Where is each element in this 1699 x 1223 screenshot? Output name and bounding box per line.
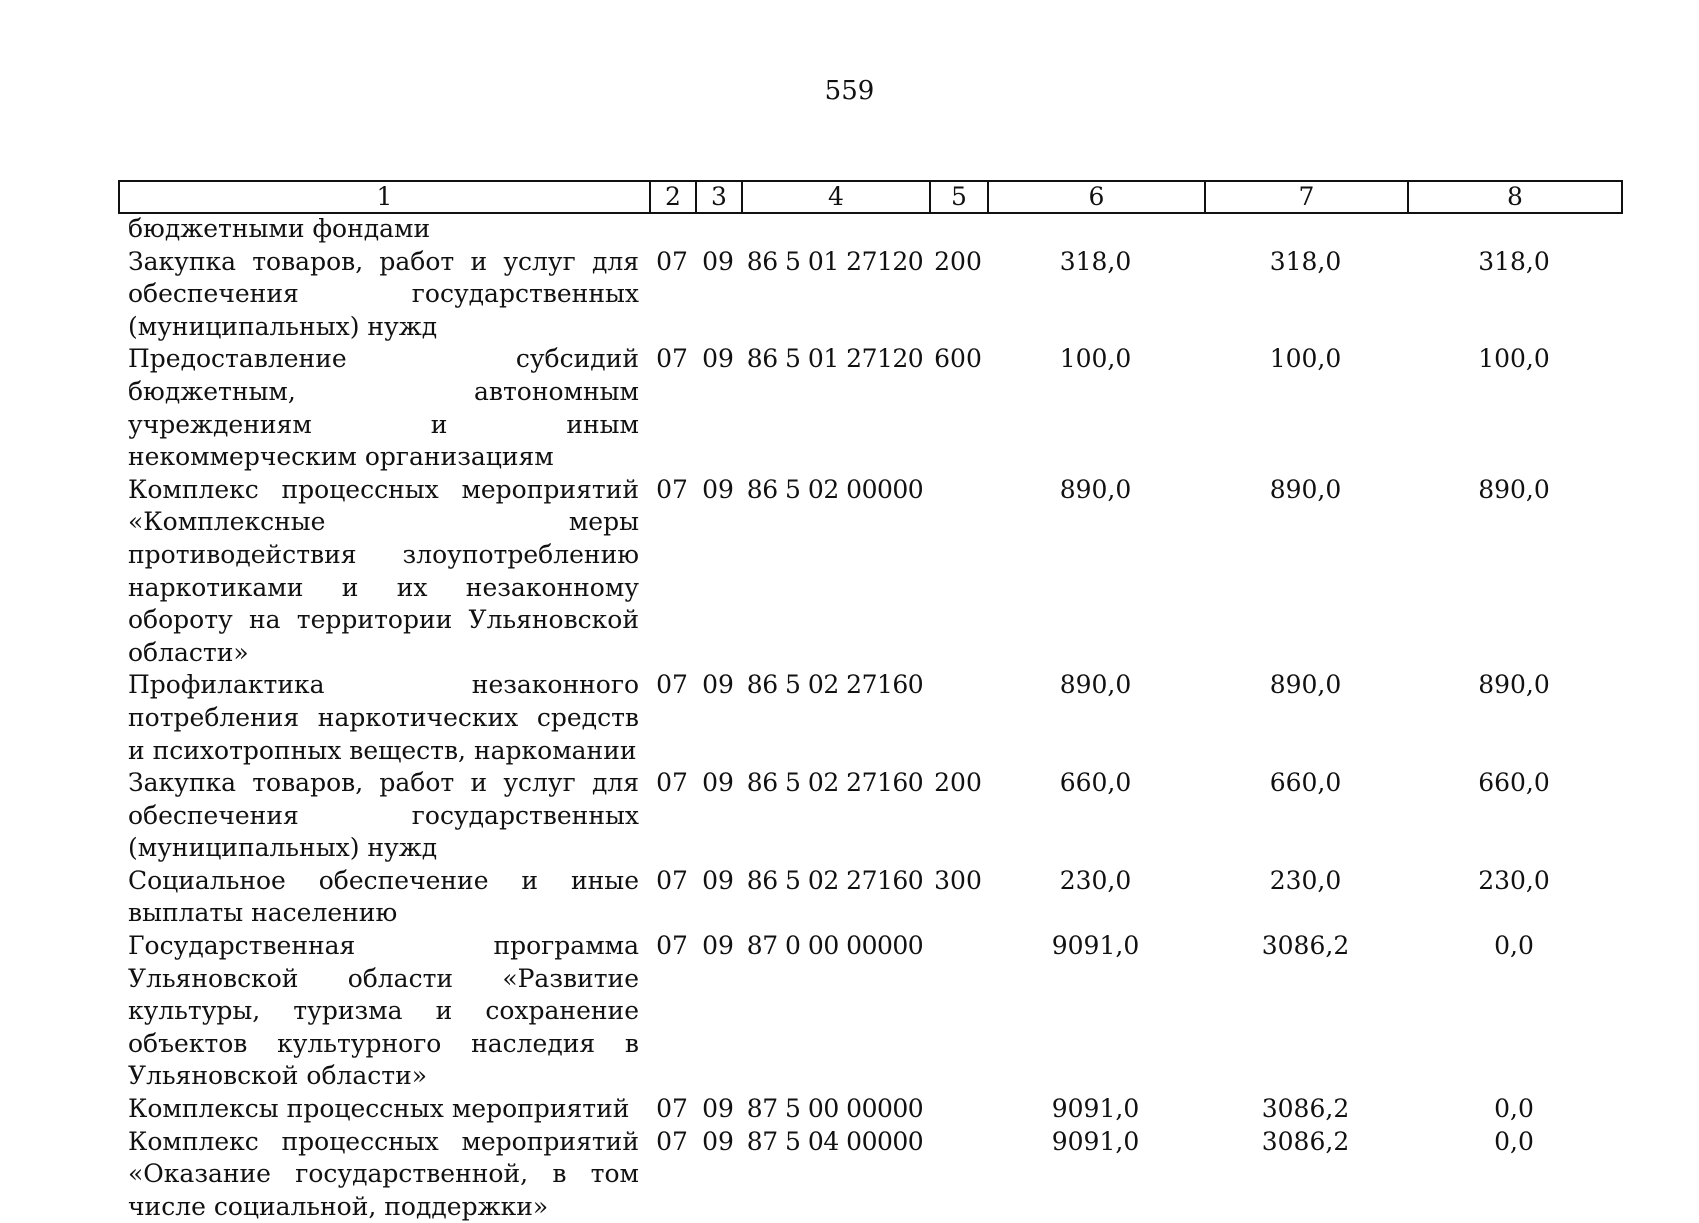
- row-value-8: 318,0: [1478, 246, 1550, 276]
- header-col-2: 2: [650, 181, 696, 213]
- row-subsection: 09: [702, 670, 734, 700]
- row-name: Комплексы процессных мероприятий: [128, 1094, 630, 1124]
- row-value-7: 3086,2: [1261, 1094, 1350, 1124]
- row-value-6: 9091,0: [1051, 1094, 1140, 1124]
- row-section: [649, 213, 695, 246]
- header-col-7: 7: [1205, 181, 1408, 213]
- table-row: [118, 343, 1621, 473]
- row-value-8: 100,0: [1478, 344, 1550, 374]
- row-name: Государственная программа Ульяновской области «Развитие культуры, туризма и сохранение объектов культурного наследия в Ульяновской области»: [128, 931, 639, 1091]
- row-expense-type: 200: [934, 768, 982, 798]
- row-subsection: 09: [702, 865, 734, 895]
- row-value-7: 318,0: [1269, 246, 1342, 276]
- row-target-code: 87 5 00 00000: [746, 1094, 924, 1124]
- row-section: 07: [656, 670, 688, 700]
- table-row: [118, 767, 1621, 865]
- row-value-8: 0,0: [1494, 1126, 1534, 1156]
- page-number: 559: [824, 76, 875, 106]
- row-subsection: 09: [702, 931, 734, 961]
- header-col-4: 4: [742, 181, 930, 213]
- row-value-8: 0,0: [1494, 931, 1534, 961]
- table-row: [118, 246, 1621, 344]
- row-expense-type: [929, 474, 987, 670]
- row-value-6: 890,0: [1059, 670, 1132, 700]
- row-subsection: [695, 213, 741, 246]
- table-row: [118, 1093, 1621, 1126]
- row-target-code: 87 0 00 00000: [746, 931, 924, 961]
- row-value-6: [987, 213, 1204, 246]
- row-section: 07: [656, 768, 688, 798]
- row-value-8: 890,0: [1478, 474, 1550, 504]
- row-value-7: 3086,2: [1261, 931, 1350, 961]
- row-section: 07: [656, 474, 688, 504]
- table-row: [118, 865, 1621, 930]
- row-expense-type: 200: [934, 246, 982, 276]
- row-expense-type: [929, 213, 987, 246]
- row-value-8: 0,0: [1494, 1094, 1534, 1124]
- budget-table-body: [118, 213, 1621, 1223]
- header-col-1: 1: [119, 181, 650, 213]
- row-target-code: 87 5 04 00000: [746, 1126, 924, 1156]
- row-subsection: 09: [702, 344, 734, 374]
- row-value-8: 230,0: [1478, 865, 1550, 895]
- row-section: 07: [656, 931, 688, 961]
- row-section: 07: [656, 344, 688, 374]
- row-expense-type: [929, 669, 987, 767]
- row-value-7: 100,0: [1269, 344, 1342, 374]
- row-expense-type: 300: [934, 865, 982, 895]
- table-row: [118, 1126, 1621, 1223]
- row-name: Социальное обеспечение и иные выплаты населению: [128, 865, 639, 928]
- row-name: Комплекс процессных мероприятий «Оказание государственной, в том числе социальной, поддержки»: [128, 1126, 639, 1221]
- row-value-6: 660,0: [1059, 768, 1132, 798]
- row-value-6: 230,0: [1059, 865, 1132, 895]
- row-value-7: [1204, 213, 1407, 246]
- row-name: бюджетными фондами: [128, 214, 431, 243]
- row-name: Закупка товаров, работ и услуг для обеспечения государственных (муниципальных) нужд: [128, 768, 639, 863]
- row-section: 07: [656, 865, 688, 895]
- row-name: Предоставление субсидий бюджетным, автономным учреждениям и иным некоммерческим организациям: [128, 344, 639, 472]
- row-expense-type: [929, 930, 987, 1093]
- row-target-code: 86 5 02 00000: [746, 474, 924, 504]
- table-row: [118, 213, 1621, 246]
- row-value-7: 3086,2: [1261, 1126, 1350, 1156]
- row-target-code: 86 5 01 27120: [746, 246, 924, 276]
- row-section: 07: [656, 1126, 688, 1156]
- row-value-7: 890,0: [1269, 474, 1342, 504]
- row-section: 07: [656, 246, 688, 276]
- row-subsection: 09: [702, 768, 734, 798]
- row-value-7: 660,0: [1269, 768, 1342, 798]
- row-subsection: 09: [702, 474, 734, 504]
- row-target-code: [741, 213, 929, 246]
- row-expense-type: [929, 1093, 987, 1126]
- column-header-table: [118, 180, 1623, 214]
- row-value-8: 660,0: [1478, 768, 1550, 798]
- row-value-8: 890,0: [1478, 670, 1550, 700]
- row-name: Комплекс процессных мероприятий «Комплексные меры противодействия злоупотреблению наркотиками и их незаконному обороту на территории Ульяновской области»: [128, 474, 639, 667]
- row-subsection: 09: [702, 246, 734, 276]
- header-col-3: 3: [696, 181, 742, 213]
- row-target-code: 86 5 02 27160: [746, 865, 924, 895]
- row-value-7: 890,0: [1269, 670, 1342, 700]
- header-col-8: 8: [1408, 181, 1622, 213]
- row-target-code: 86 5 02 27160: [746, 670, 924, 700]
- row-value-7: 230,0: [1269, 865, 1342, 895]
- row-expense-type: 600: [934, 344, 982, 374]
- row-name: Профилактика незаконного потребления наркотических средств и психотропных веществ, наркомании: [128, 670, 639, 765]
- row-subsection: 09: [702, 1126, 734, 1156]
- row-name: Закупка товаров, работ и услуг для обеспечения государственных (муниципальных) нужд: [128, 246, 639, 341]
- row-value-6: 890,0: [1059, 474, 1132, 504]
- header-col-6: 6: [988, 181, 1205, 213]
- row-value-6: 9091,0: [1051, 931, 1140, 961]
- row-value-6: 318,0: [1059, 246, 1132, 276]
- header-row: [119, 181, 1622, 213]
- row-section: 07: [656, 1094, 688, 1124]
- row-subsection: 09: [702, 1094, 734, 1124]
- header-col-5: 5: [930, 181, 988, 213]
- row-target-code: 86 5 02 27160: [746, 768, 924, 798]
- row-value-6: 100,0: [1059, 344, 1132, 374]
- row-expense-type: [929, 1126, 987, 1223]
- table-row: [118, 474, 1621, 670]
- row-value-8: [1407, 213, 1621, 246]
- row-target-code: 86 5 01 27120: [746, 344, 924, 374]
- row-value-6: 9091,0: [1051, 1126, 1140, 1156]
- table-row: [118, 669, 1621, 767]
- table-row: [118, 930, 1621, 1093]
